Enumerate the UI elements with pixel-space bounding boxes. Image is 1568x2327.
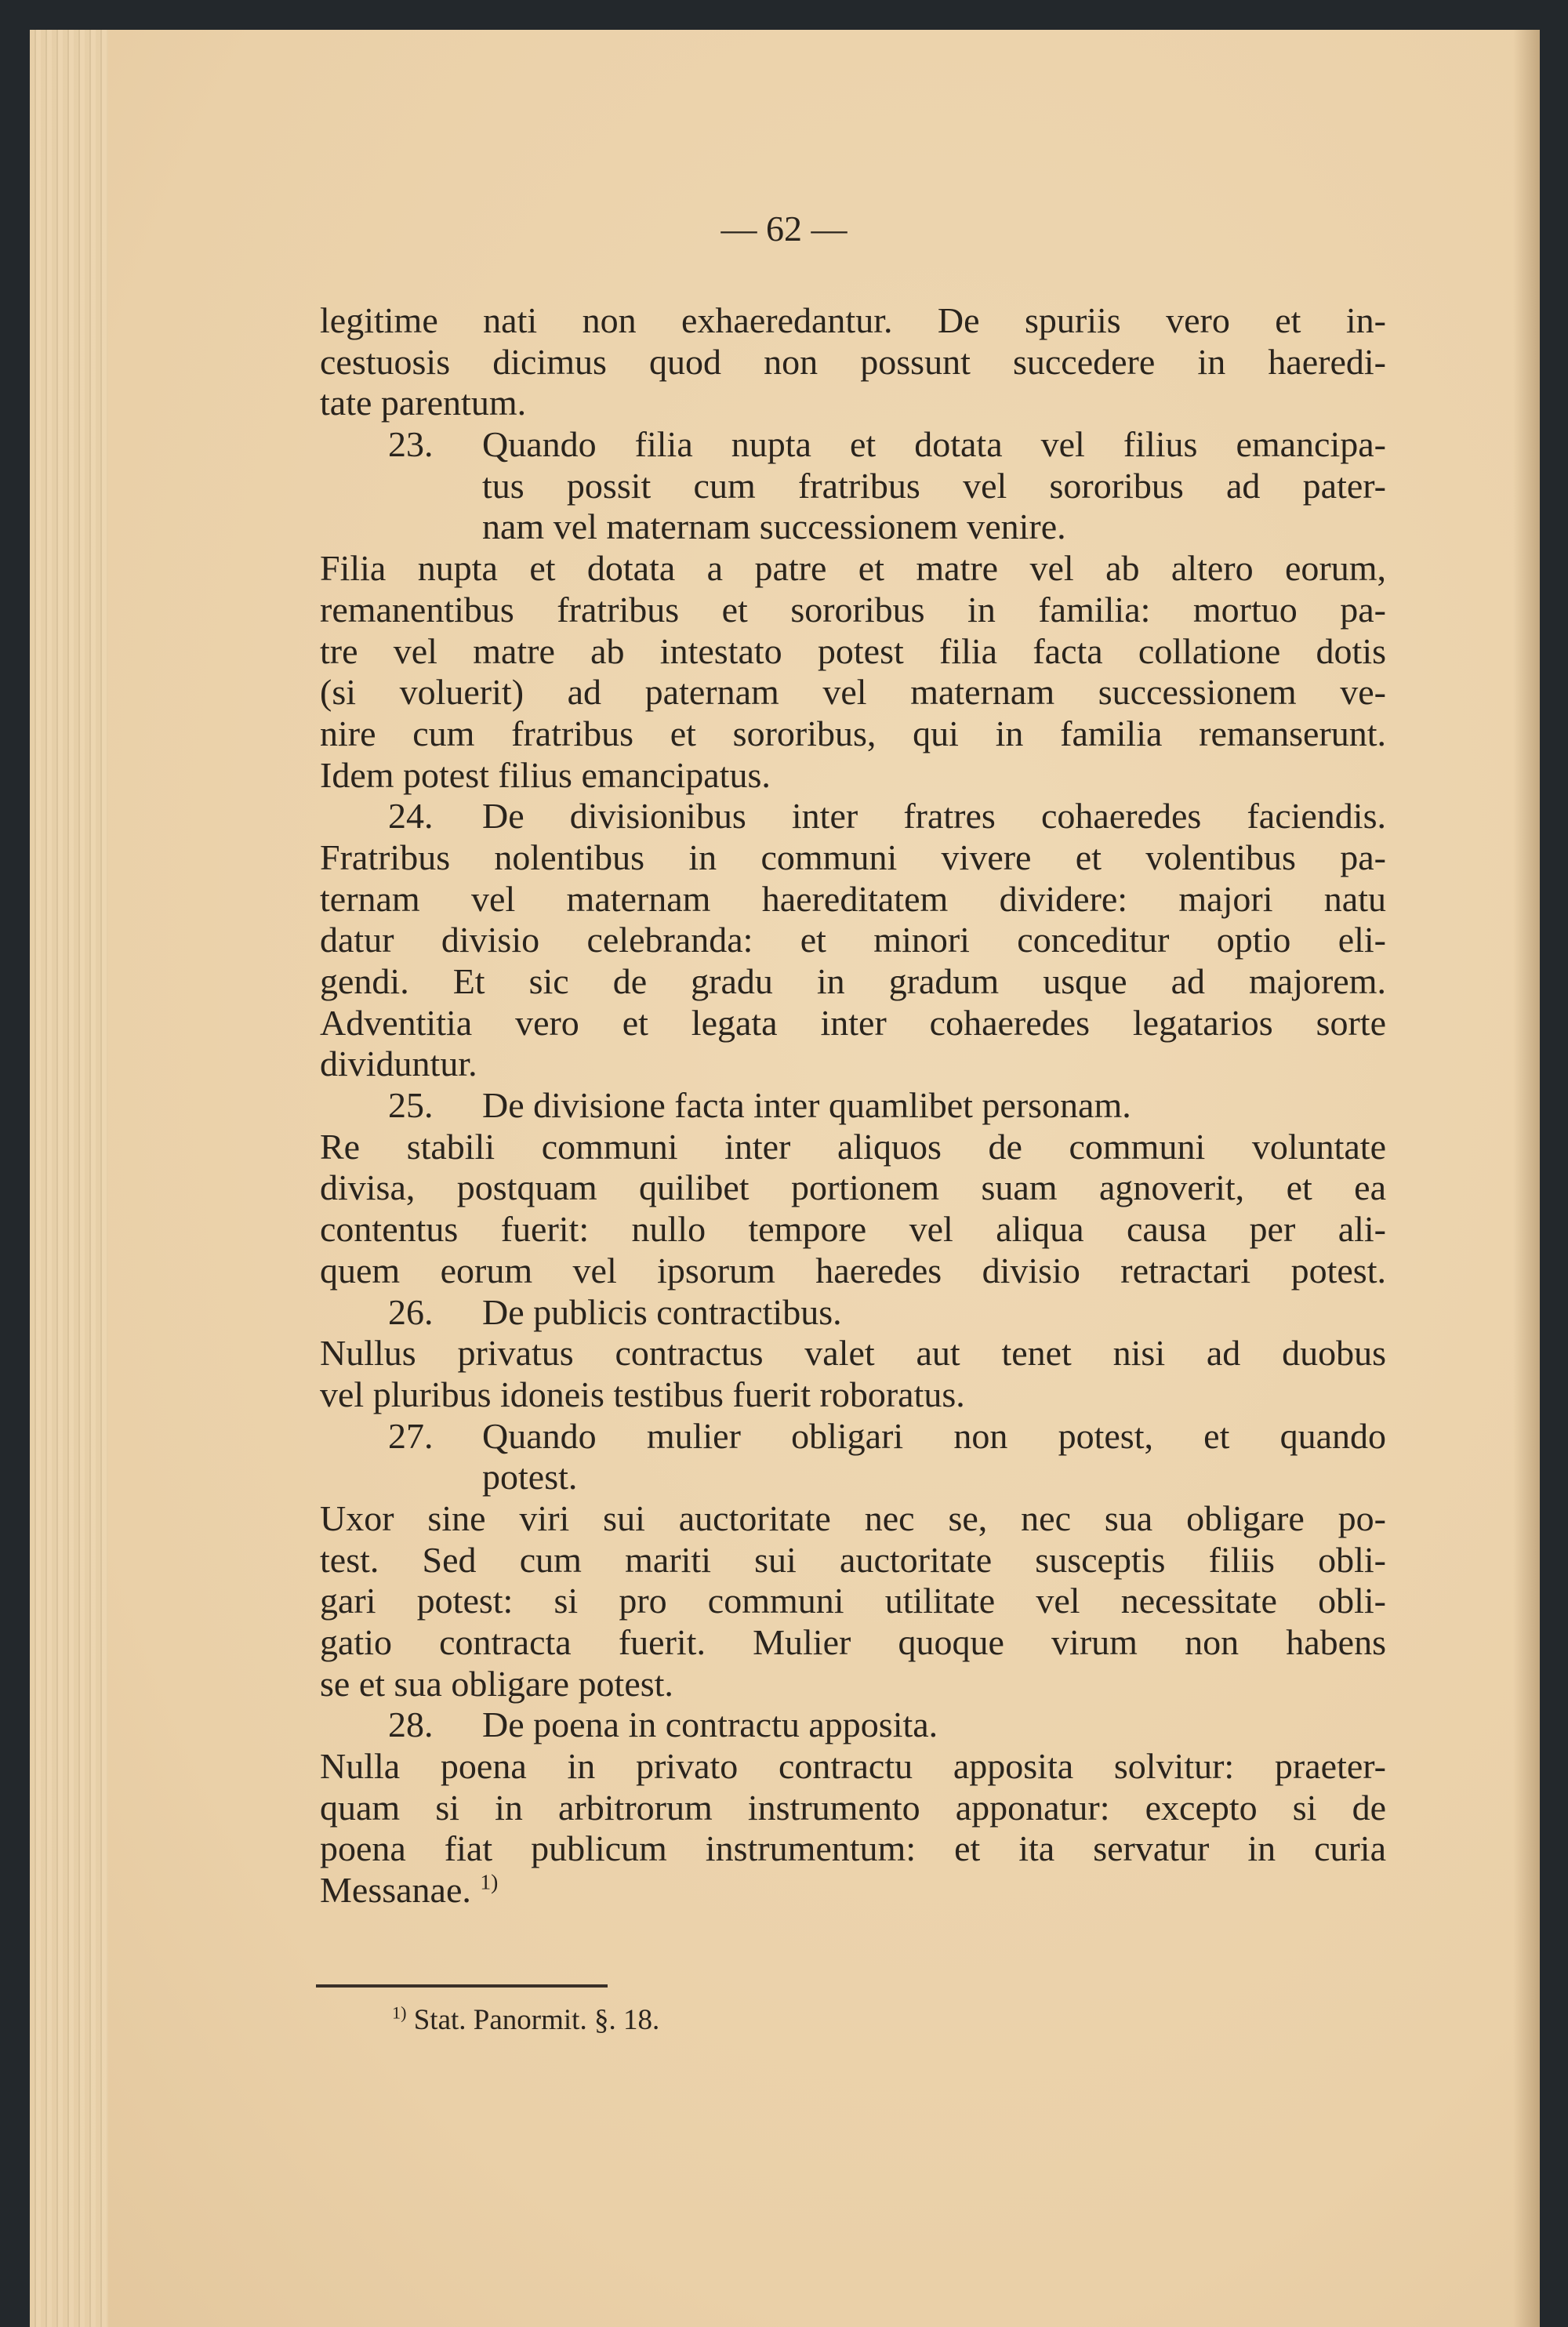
- line-text: ternam vel maternam haereditatem dividere: majori natu: [320, 878, 1386, 919]
- text-line: [320, 1003, 1386, 1044]
- text-line: [320, 1167, 1386, 1209]
- section-heading-line: [320, 1704, 1386, 1746]
- text-line: [320, 1828, 1386, 1870]
- line-text: Quando mulier obligari non potest, et quando: [482, 1415, 1386, 1456]
- text-line: [320, 631, 1386, 673]
- page-edges: [30, 30, 108, 2327]
- text-line: [320, 548, 1386, 590]
- line-text: Nulla poena in privato contractu apposita solvitur: praeter-: [320, 1746, 1386, 1787]
- line-text: Idem potest filius emancipatus.: [320, 754, 771, 795]
- line-text: De poena in contractu apposita.: [482, 1704, 938, 1745]
- line-text: gatio contracta fuerit. Mulier quoque virum non habens: [320, 1622, 1386, 1662]
- footnote-marker: 1): [392, 2002, 407, 2023]
- text-line: [320, 506, 1386, 548]
- line-text: cestuosis dicimus quod non possunt succedere in haeredi-: [320, 341, 1386, 382]
- line-text: Uxor sine viri sui auctoritate nec se, nec sua obligare po-: [320, 1497, 1386, 1538]
- line-text: De divisione facta inter quamlibet personam.: [482, 1085, 1131, 1126]
- line-text: gari potest: si pro communi utilitate vel necessitate obli-: [320, 1581, 1386, 1621]
- footnote-text: Stat. Panormit. §. 18.: [413, 2004, 660, 2036]
- text-line: [320, 1333, 1386, 1374]
- text-line: [320, 1498, 1386, 1540]
- line-text: test. Sed cum mariti sui auctoritate susceptis filiis obli-: [320, 1539, 1386, 1580]
- text-line: [320, 1209, 1386, 1251]
- section-heading-line: [320, 1416, 1386, 1458]
- line-text: legitime nati non exhaeredantur. De spuriis vero et in-: [320, 300, 1386, 340]
- line-text: Fratribus nolentibus in communi vivere et volentibus pa-: [320, 837, 1386, 877]
- text-line: [320, 713, 1386, 755]
- text-line: [320, 590, 1386, 631]
- line-text: Filia nupta et dotata a patre et matre vel ab altero eorum,: [320, 548, 1386, 589]
- line-text: divisa, postquam quilibet portionem suam agnoverit, et ea: [320, 1167, 1386, 1208]
- footnote-rule: [316, 1984, 608, 1988]
- section-heading-line: [320, 1292, 1386, 1334]
- text-line: [320, 1251, 1386, 1292]
- line-text: Messanae.: [320, 1870, 471, 1911]
- text-line: [320, 837, 1386, 879]
- body-text: [320, 300, 1386, 1911]
- text-line: [320, 672, 1386, 713]
- section-number: 26.: [388, 1291, 434, 1332]
- line-text: dividuntur.: [320, 1044, 477, 1084]
- text-line: [320, 1540, 1386, 1581]
- line-text: Quando filia nupta et dotata vel filius emancipa-: [482, 424, 1386, 465]
- text-line: [320, 383, 1386, 424]
- section-number: 24.: [388, 796, 434, 837]
- section-heading-line: [320, 796, 1386, 837]
- line-text: De divisionibus inter fratres cohaeredes faciendis.: [482, 796, 1386, 837]
- line-text: (si voluerit) ad paternam vel maternam successionem ve-: [320, 672, 1386, 713]
- line-text: tre vel matre ab intestato potest filia facta collatione dotis: [320, 630, 1386, 671]
- section-number: 27.: [388, 1415, 434, 1456]
- text-line: [320, 755, 1386, 797]
- text-line: [320, 1664, 1386, 1705]
- line-text: potest.: [482, 1457, 578, 1497]
- line-text: quem eorum vel ipsorum haeredes divisio retractari potest.: [320, 1250, 1386, 1291]
- text-line: [320, 1127, 1386, 1168]
- text-line: [320, 1622, 1386, 1664]
- text-line: [320, 1044, 1386, 1085]
- line-text: poena fiat publicum instrumentum: et ita servatur in curia: [320, 1828, 1386, 1869]
- line-text: De publicis contractibus.: [482, 1291, 842, 1332]
- text-line: [320, 466, 1386, 507]
- text-line: [320, 1374, 1386, 1416]
- section-number: 23.: [388, 424, 434, 465]
- line-text: gendi. Et sic de gradu in gradum usque ad majorem.: [320, 961, 1386, 1001]
- line-text: nam vel maternam successionem venire.: [482, 506, 1066, 547]
- section-number: 25.: [388, 1085, 434, 1126]
- footnote-reference: 1): [480, 1870, 499, 1894]
- text-line: [320, 1746, 1386, 1788]
- text-line: [320, 300, 1386, 342]
- page-number: — 62 —: [720, 209, 848, 249]
- line-text: tus possit cum fratribus vel sororibus ad pater-: [482, 465, 1386, 506]
- text-line: [320, 879, 1386, 920]
- text-line: [320, 1788, 1386, 1829]
- line-text: vel pluribus idoneis testibus fuerit roboratus.: [320, 1374, 965, 1414]
- text-line: [320, 1870, 1386, 1911]
- line-text: Re stabili communi inter aliquos de communi voluntate: [320, 1126, 1386, 1167]
- line-text: contentus fuerit: nullo tempore vel aliqua causa per ali-: [320, 1209, 1386, 1250]
- line-text: se et sua obligare potest.: [320, 1663, 673, 1704]
- spine-shadow: [1513, 30, 1540, 2327]
- section-number: 28.: [388, 1704, 434, 1745]
- section-heading-line: [320, 424, 1386, 466]
- line-text: quam si in arbitrorum instrumento apponatur: excepto si de: [320, 1787, 1386, 1828]
- line-text: nire cum fratribus et sororibus, qui in familia remanserunt.: [320, 713, 1386, 753]
- section-heading-line: [320, 1085, 1386, 1127]
- line-text: datur divisio celebranda: et minori conceditur optio eli-: [320, 920, 1386, 960]
- text-line: [320, 342, 1386, 383]
- footnote: [392, 2003, 659, 2037]
- text-line: [320, 1581, 1386, 1622]
- text-line: [320, 920, 1386, 961]
- line-text: Adventitia vero et legata inter cohaeredes legatarios sorte: [320, 1002, 1386, 1043]
- line-text: tate parentum.: [320, 383, 527, 423]
- line-text: remanentibus fratribus et sororibus in familia: mortuo pa-: [320, 589, 1386, 630]
- text-line: [320, 961, 1386, 1003]
- line-text: Nullus privatus contractus valet aut tenet nisi ad duobus: [320, 1333, 1386, 1374]
- text-line: [320, 1457, 1386, 1498]
